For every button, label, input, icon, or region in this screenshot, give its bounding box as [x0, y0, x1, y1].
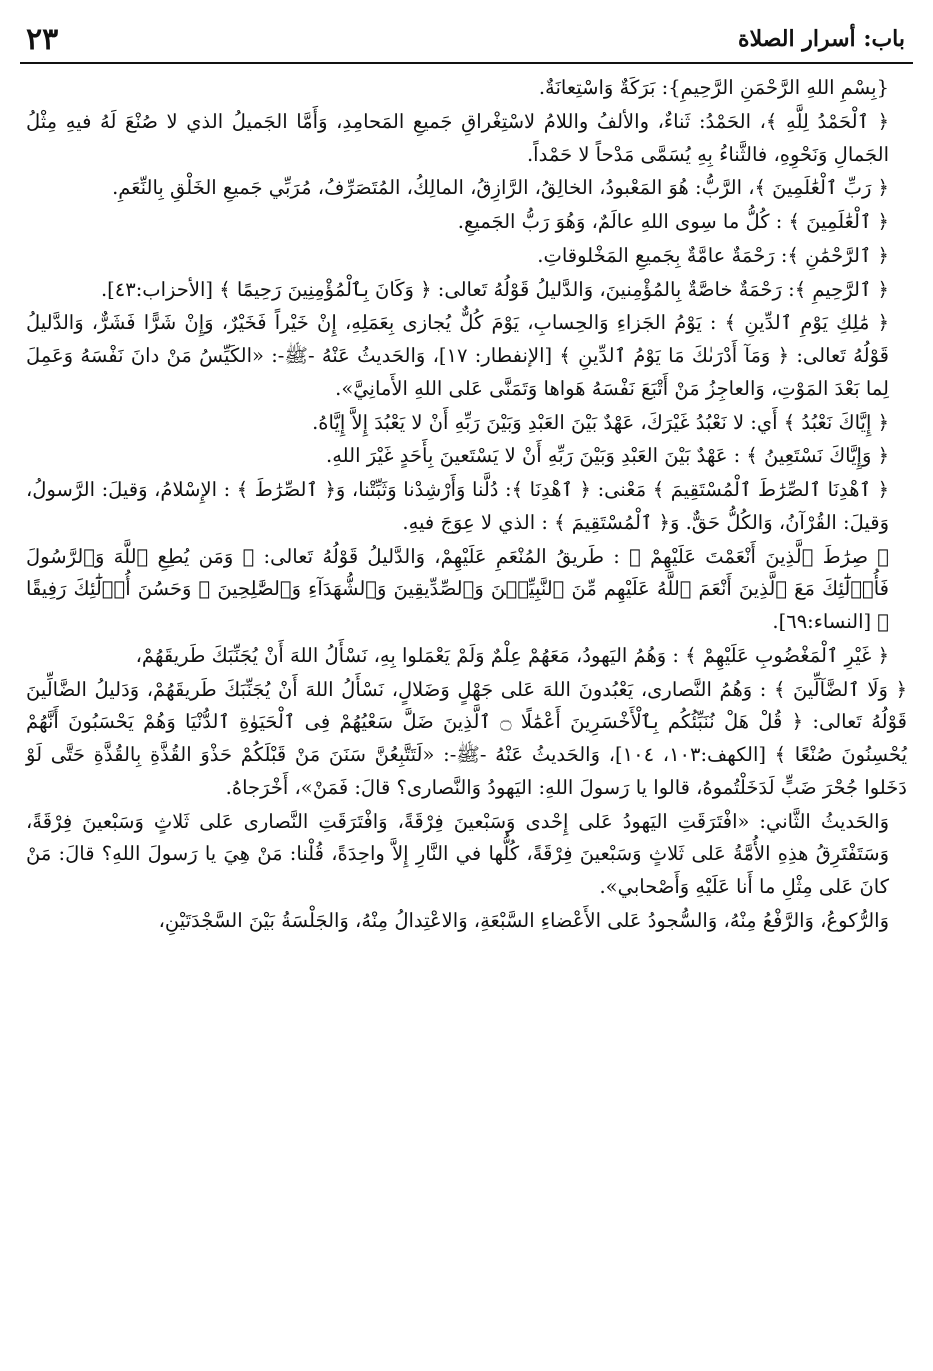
paragraph-ruku: وَالرُّكوعُ، وَالرَّفْعُ مِنْهُ، وَالسُّجودُ عَلى الأَعْضاءِ السَّبْعَةِ، وَالاعْتِدالُ مِنْهُ، وَالجَلْسَةُ بَيْنَ السَّجْدَتَيْنِ، [158, 908, 889, 932]
paragraph-rahman: ﴿ ٱلرَّحْمَٰنِ ﴾: رَحْمَةٌ عامَّةٌ بِجَميعِ المَخْلوقاتِ. [537, 243, 889, 267]
paragraph-iyyaka-nastain: ﴿ وَإِيَّاكَ نَسْتَعِينُ ﴾ : عَهْدٌ بَيْنَ العَبْدِ وَبَيْنَ رَبِّهِ أَنْ لا يَسْتَعينَ بِأَحَدٍ غَيْرَ اللهِ. [326, 444, 889, 468]
chapter-title: باب: أسرار الصلاة [738, 26, 905, 52]
paragraph-maghdub: ﴿ غَيْرِ ٱلْمَغْضُوبِ عَلَيْهِمْ ﴾ : وَهُمُ اليَهودُ، مَعَهُمْ عِلْمٌ وَلَمْ يَعْمَلوا بِهِ، نَسْأَلُ اللهَ أَنْ يُجَنِّبَكَ طَريقَهُمْ، [135, 643, 889, 667]
paragraph-ihdina: ﴿ ٱهْدِنَا ٱلصِّرَٰطَ ٱلْمُسْتَقِيمَ ﴾ مَعْنى: ﴿ ٱهْدِنَا ﴾: دُلَّنا وَأَرْشِدْنا وَثَبِّتْنا، وَ﴿ ٱلصِّرَٰطَ ﴾ : الإِسْلامُ، وَقيلَ: الرَّسولُ، وَقيلَ: القُرْآنُ، وَالكُلُّ حَقٌّ. وَ﴿ ٱلْمُسْتَقِيمَ ﴾ : الذي لا عِوَجَ فيهِ. [26, 478, 889, 534]
page-body [20, 72, 913, 938]
page-header [20, 22, 913, 64]
paragraph-sirat: ﴿ صِرَٰطَ ٱلَّذِينَ أَنْعَمْتَ عَلَيْهِمْ ﴾ : طَريقُ المُنْعَمِ عَلَيْهِمْ، وَالدَّليلُ قَوْلُهُ تَعالى: ﴿ وَمَن يُطِعِ ٱللَّهَ وَٱلرَّسُولَ فَأُو۟لَٰٓئِكَ مَعَ ٱلَّذِينَ أَنْعَمَ ٱللَّهُ عَلَيْهِم مِّنَ ٱلنَّبِيِّـۧنَ وَٱلصِّدِّيقِينَ وَٱلشُّهَدَآءِ وَٱلصَّٰلِحِينَ ۚ وَحَسُنَ أُو۟لَٰٓئِكَ رَفِيقًا ﴾ [النساء:٦٩]. [26, 544, 889, 633]
paragraph-basmala: {بِسْمِ اللهِ الرَّحْمَنِ الرَّحِيمِ}: بَرَكَةٌ وَاسْتِعانَةٌ. [538, 76, 889, 99]
paragraph-rabb: ﴿ رَبِّ ٱلْعَٰلَمِينَ ﴾، الرَّبُّ: هُوَ المَعْبودُ، الخالِقُ، الرَّازِقُ، المالِكُ، المُتَصَرِّفُ، مُرَبِّي جَميعِ الخَلْقِ بِالنِّعَمِ. [112, 176, 889, 200]
paragraph-alamin: ﴿ ٱلْعَٰلَمِينَ ﴾ : كُلُّ ما سِوى اللهِ عالَمٌ، وَهُوَ رَبُّ الجَميعِ. [457, 210, 889, 233]
paragraph-dallin: ﴿ وَلَا ٱلضَّآلِّينَ ﴾ : وَهُمُ النَّصارى، يَعْبُدونَ اللهَ عَلى جَهْلٍ وَضَلالٍ، نَسْأَلُ اللهَ أَنْ يُجَنِّبَكَ طَريقَهُمْ، وَدَليلُ الضَّالِّينَ قَوْلُهُ تَعالى: ﴿ قُلْ هَلْ نُنَبِّئُكُم بِٱلْأَخْسَرِينَ أَعْمَٰلًا ۝ ٱلَّذِينَ ضَلَّ سَعْيُهُمْ فِى ٱلْحَيَوٰةِ ٱلدُّنْيَا وَهُمْ يَحْسَبُونَ أَنَّهُمْ يُحْسِنُونَ صُنْعًا ﴾ [الكهف:١٠٣، ١٠٤]، وَالحَديثُ عَنْهُ -ﷺ-: «لَتَتَّبِعُنَّ سَنَنَ مَنْ قَبْلَكُمْ حَذْوَ القُذَّةِ بِالقُذَّةِ حَتَّى لَوْ دَخَلوا جُحْرَ ضَبٍّ لَدَخَلْتُموهُ، قالوا يا رَسولَ اللهِ: اليَهودُ وَالنَّصارى؟ قالَ: فَمَنْ»، أَخْرَجاهُ. [26, 677, 907, 799]
paragraph-rahim: ﴿ ٱلرَّحِيمِ ﴾: رَحْمَةٌ خاصَّةٌ بِالمُؤْمِنينَ، وَالدَّليلُ قَوْلُهُ تَعالى: ﴿ وَكَانَ بِٱلْمُؤْمِنِينَ رَحِيمًا ﴾ [الأحزاب:٤٣]. [100, 277, 889, 301]
book-page [20, 22, 913, 1361]
paragraph-malik: ﴿ مَٰلِكِ يَوْمِ ٱلدِّينِ ﴾ : يَوْمُ الجَزاءِ وَالحِسابِ، يَوْمَ كُلٌّ يُجازى بِعَمَلِهِ، إِنْ خَيْراً فَخَيْرٌ، وَإِنْ شَرًّا فَشَرٌّ، وَالدَّليلُ قَوْلُهُ تَعالى: ﴿ وَمَآ أَدْرَىٰكَ مَا يَوْمُ ٱلدِّينِ ﴾ [الإنفطار: ١٧]، وَالحَديثُ عَنْهُ -ﷺ-: «الكَيِّسُ مَنْ دانَ نَفْسَهُ وَعَمِلَ لِما بَعْدَ المَوْتِ، وَالعاجِزُ مَنْ أَتْبَعَ نَفْسَهُ هَواها وَتَمَنَّى عَلى اللهِ الأَمانِيَّ». [26, 311, 889, 400]
page-number: ٢٣ [26, 22, 59, 57]
paragraph-second-hadith: وَالحَديثُ الثَّاني: «افْتَرَقَتِ اليَهودُ عَلى إِحْدى وَسَبْعينَ فِرْقَةً، وَافْتَرَقَتِ النَّصارى عَلى ثَلاثٍ وَسَبْعينَ فِرْقَةً، وَسَتَفْتَرِقُ هذِهِ الأُمَّةُ عَلى ثَلاثٍ وَسَبْعينَ فِرْقَةً، كُلُّها في النَّارِ إِلاَّ واحِدَةً، قُلْنا: مَنْ هِيَ يا رَسولَ اللهِ؟ قالَ: مَنْ كانَ عَلى مِثْلِ ما أَنا عَلَيْهِ وَأَصْحابي». [26, 809, 889, 898]
paragraph-iyyaka-nabudu: ﴿ إِيَّاكَ نَعْبُدُ ﴾ أَي: لا نَعْبُدُ غَيْرَكَ، عَهْدٌ بَيْنَ العَبْدِ وَبَيْنَ رَبِّهِ أَنْ لا يَعْبُدَ إِلاَّ إِيَّاهُ. [312, 410, 889, 434]
paragraph-alhamd: ﴿ ٱلْحَمْدُ لِلَّهِ ﴾، الحَمْدُ: ثَناءٌ، والألفُ واللامُ لاسْتِغْراقِ جَميعِ المَحامِدِ، وَأَمَّا الجَميلُ الذي لا صُنْعَ لَهُ فيهِ مِثْلُ الجَمالِ وَنَحْوِهِ، فالثَّناءُ بِهِ يُسَمَّى مَدْحاً لا حَمْداً. [26, 109, 889, 166]
